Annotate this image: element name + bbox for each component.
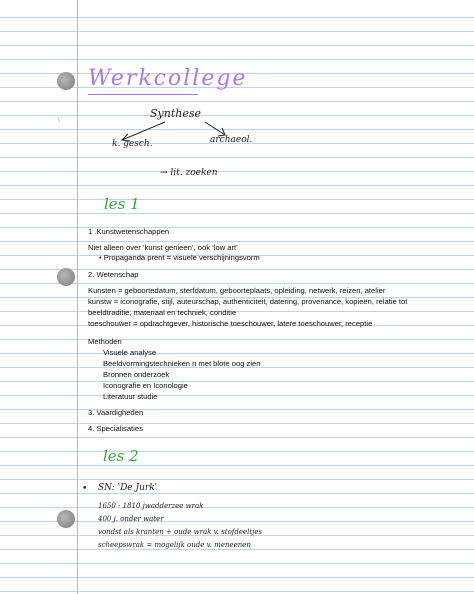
handwritten-line: vondst als kranten + oude wrak v. stofdeeltjes [98,528,263,536]
note-line: beeldtraditie, materiaal en techniek, conditie [88,308,237,317]
bullet-item: • Propaganda prent = visuele verschijningsvorm [99,253,260,262]
heading-wetenschap: 2. Wetenschap [88,270,139,279]
diagram-k-gesch: k. gesch. [112,139,153,149]
handwritten-line: scheepswrak = mogelijk oude v. meneenen [98,541,251,549]
binder-hole [57,510,75,528]
note-line: kunstw = iconografie, stijl, auteurschap, authenticiteit, datering, provenance, kopieën, relatie tot [88,297,408,306]
heading-methoden: Methoden [88,337,122,346]
heading-vaardigheden: 3. Vaardigheden [88,408,144,417]
page-title: Werkcollege [88,66,248,91]
title-underline [88,94,198,95]
note-line: Niet alleen over ‘kunst genieen’, ook ‘low art’ [88,243,238,252]
handwritten-line: SN: 'De Jurk' [98,483,158,493]
method-item: Bronnen onderzoek [103,370,170,379]
method-item: Iconografie en Iconologie [103,381,188,390]
section-les-1: les 1 [104,195,140,213]
section-les-2: les 2 [103,447,139,465]
binder-hole [57,268,75,286]
diagram-archaeol: archaeol. [210,135,253,145]
bullet-dot: • [82,484,88,494]
diagram-synthese: Synthese [150,107,202,120]
binder-hole [57,72,75,90]
diagram-lit-zoeken: → lit. zoeken [160,168,218,178]
note-line: Kunsten = geboortedatum, sterfdatum, geboorteplaats, opleiding, netwerk, reizen, atelier [88,286,386,295]
handwritten-line: 1650 - 1810 jwadderzee wrak [98,502,204,510]
handwritten-line: 400 j. onder water [98,515,164,523]
method-item: Literatuur studie [103,392,158,401]
margin-mark: \ [58,118,60,124]
heading-kunstwetenschappen: 1 .Kunstwetenschappen [88,227,170,236]
method-item: Visuele analyse [103,348,157,357]
heading-specialisaties: 4. Specialisaties [88,424,143,433]
note-line: toeschouwer = opdrachtgever, historische toeschouwer, latere toeschouwer, receptie [88,319,373,328]
margin-line [77,0,78,594]
method-item: Beeldvormingstechnieken n met blote oog zien [103,359,261,368]
